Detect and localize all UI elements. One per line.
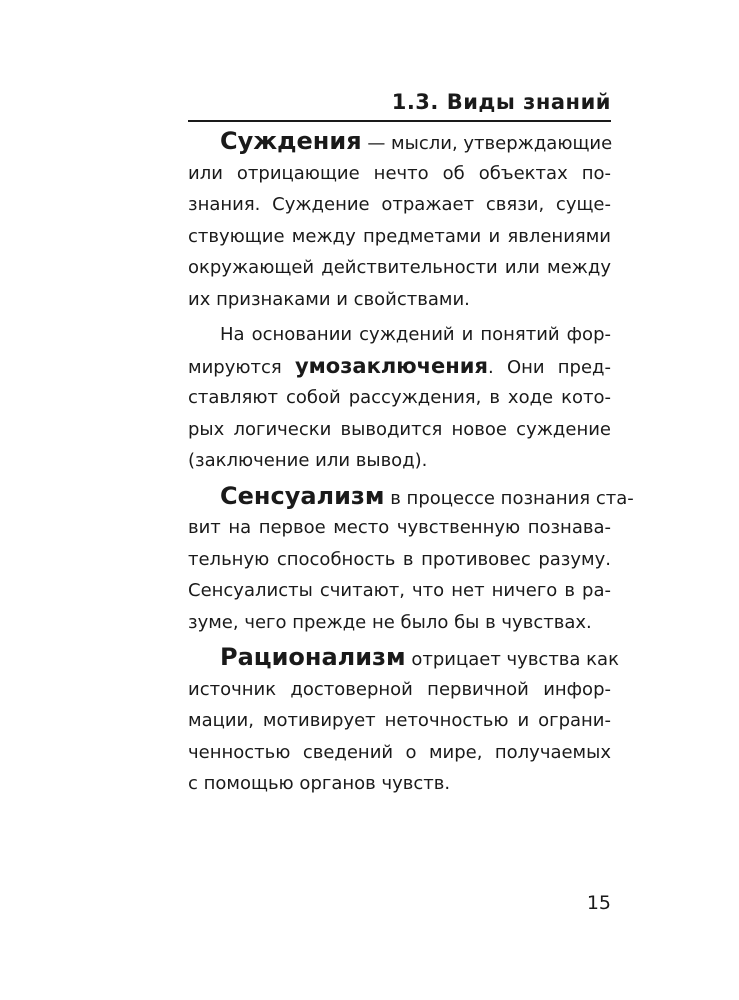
paragraph-inferences [188, 319, 611, 477]
text-line: ченностью сведений о мире, получаемых [188, 741, 611, 763]
paragraph-rationalism [188, 642, 619, 800]
text-line: их признаками и свойствами. [188, 288, 470, 310]
text-line: с помощью органов чувств. [188, 773, 451, 794]
text-fragment: . Они пред- [488, 356, 611, 378]
page-body [188, 126, 634, 800]
text-fragment: мируются [188, 356, 295, 378]
term-inferences: умозаключения [294, 353, 489, 378]
text-line [188, 481, 634, 513]
text-line: или отрицающие нечто об объектах по- [188, 162, 611, 184]
text-line: зуме, чего прежде не было бы в чувствах. [188, 611, 592, 633]
text-fragment: — мысли, утверждающие [361, 133, 613, 154]
paragraph-sensualism [188, 481, 634, 639]
text-fragment: отрицает чувства как [405, 649, 619, 670]
term-rationalism: Рационализм [220, 643, 406, 671]
text-line: вит на первое место чувственную познава- [188, 517, 611, 538]
text-line: ствующие между предметами и явлениями [188, 225, 611, 247]
text-line: мации, мотивирует неточностью и ограни- [188, 710, 611, 731]
page-number: 15 [586, 892, 611, 914]
text-line: рых логически выводится новое суждение [188, 418, 611, 440]
text-line [188, 351, 611, 383]
text-line: Сенсуалисты считают, что нет ничего в ра- [188, 580, 611, 601]
running-header [188, 86, 611, 122]
section-title: 1.3. Виды знаний [391, 90, 611, 114]
paragraph-judgments [188, 126, 611, 315]
term-judgments: Суждения [220, 127, 362, 155]
text-fragment: в процессе познания ста- [384, 487, 634, 509]
text-line: окружающей действительности или между [188, 257, 611, 278]
text-line: ставляют собой рассуждения, в ходе кото- [188, 387, 611, 408]
text-line [188, 126, 611, 158]
text-line: (заключение или вывод). [188, 450, 428, 471]
text-line [188, 642, 619, 674]
term-sensualism: Сенсуализм [220, 481, 385, 510]
text-line: источник достоверной первичной инфор- [188, 678, 611, 700]
text-line: тельную способность в противовес разуму. [188, 548, 611, 570]
text-line: знания. Суждение отражает связи, суще- [188, 194, 611, 215]
text-line: На основании суждений и понятий фор- [220, 324, 611, 345]
